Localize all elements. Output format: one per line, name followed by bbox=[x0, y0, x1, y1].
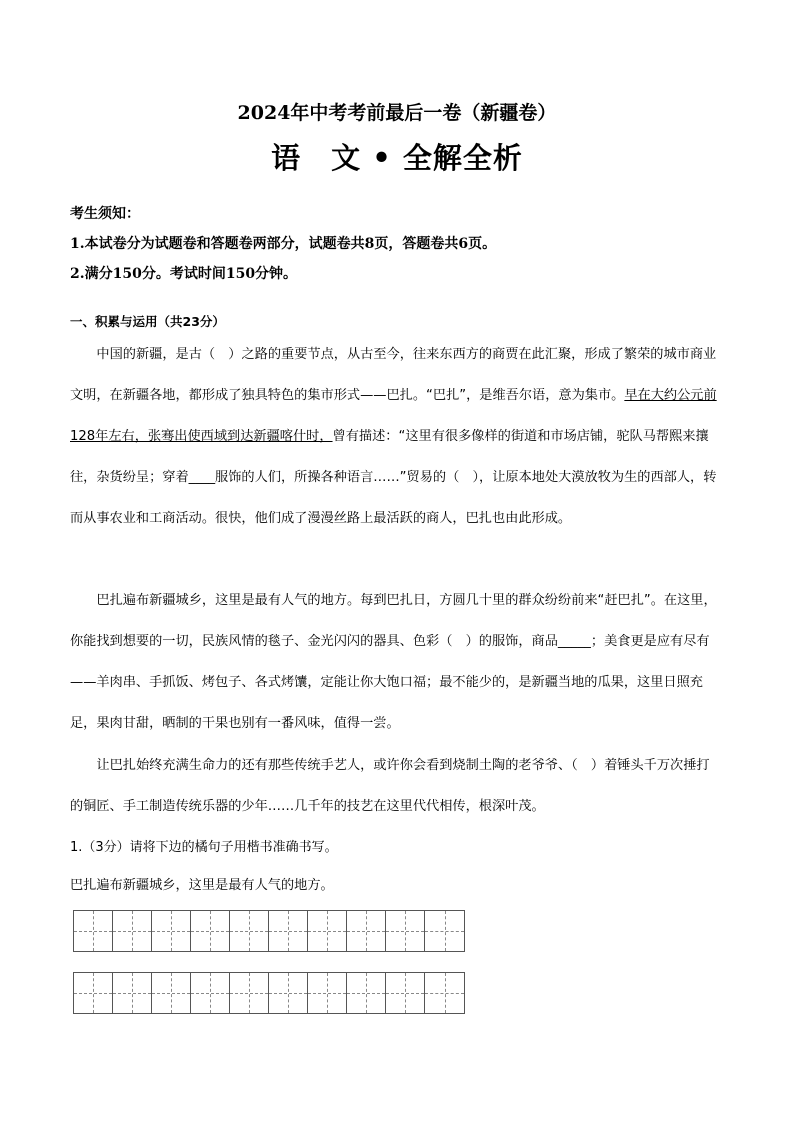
grid-cell[interactable] bbox=[152, 973, 191, 1013]
grid-cell[interactable] bbox=[347, 973, 386, 1013]
grid-cell[interactable] bbox=[191, 973, 230, 1013]
grid-cell[interactable] bbox=[347, 911, 386, 951]
section-heading: 一、积累与运用（共23分） bbox=[70, 314, 225, 329]
notice-item-2: 2.满分150分。考试时间150分钟。 bbox=[70, 266, 298, 282]
notice-item-1: 1.本试卷分为试题卷和答题卷两部分，试题卷共8页，答题卷共6页。 bbox=[70, 236, 497, 252]
grid-cell[interactable] bbox=[386, 911, 425, 951]
passage-paragraph-2: 巴扎遍布新疆城乡，这里是最有人气的地方。每到巴扎日，方圆几十里的群众纷纷前来“赶巴扎”。在这里，你能找到想要的一切，民族风情的毯子、金光闪闪的器具、色彩（ ）的服饰，商品_____；美食更是应有尽有——羊肉串、手抓饭、烤包子、各式烤馕，定能让你大饱口福；最不能少的，是新疆当地的瓜果，这里日照充足，果肉甘甜，晒制的干果也别有一番风味，值得一尝。 bbox=[70, 593, 717, 731]
document-title: 2024年中考考前最后一卷（新疆卷） bbox=[237, 102, 557, 124]
grid-cell[interactable] bbox=[230, 911, 269, 951]
grid-cell[interactable] bbox=[308, 911, 347, 951]
passage-paragraph-3: 让巴扎始终充满生命力的还有那些传统手艺人，或许你会看到烧制土陶的老爷爷、（ ）着锤头千万次捶打的铜匠、手工制造传统乐器的少年……几千年的技艺在这里代代相传，根深叶茂。 bbox=[70, 758, 710, 814]
grid-cell[interactable] bbox=[425, 973, 464, 1013]
paragraph-1-text-a: 中国的新疆，是古（ ）之路的重要节点，从古至今，往来东西方的商贾在此汇聚，形成了繁荣的城市商业文明，在新疆各地，都形成了独具特色的集市形式——巴扎。“巴扎”，是维吾尔语，意为集市。 bbox=[70, 347, 717, 403]
document-subtitle: 语 文 • 全解全析 bbox=[271, 141, 523, 175]
grid-cell[interactable] bbox=[152, 911, 191, 951]
underlined-sentence: 早在大约公元前128年左右，张骞出使西域到达新疆喀什时， bbox=[70, 388, 717, 444]
writing-grid-row-2[interactable] bbox=[73, 972, 465, 1014]
notice-heading: 考生须知： bbox=[70, 206, 140, 222]
grid-cell[interactable] bbox=[386, 973, 425, 1013]
writing-grid-row-1[interactable] bbox=[73, 910, 465, 952]
grid-cell[interactable] bbox=[425, 911, 464, 951]
grid-cell[interactable] bbox=[113, 911, 152, 951]
question-1-prompt: 1.（3分）请将下边的橘句子用楷书准确书写。 bbox=[70, 840, 338, 855]
paragraph-1-text-b: 曾有描述：“这里有很多像样的街道和市场店铺，驼队马帮熙来攘往，杂货纷呈；穿着____服饰的人们，所操各种语言……”贸易的（ ），让原本地处大漠放牧为生的西部人，转而从事农业和工商活动。很快，他们成了漫漫丝路上最活跃的商人，巴扎也由此形成。 bbox=[70, 429, 717, 526]
grid-cell[interactable] bbox=[74, 911, 113, 951]
grid-cell[interactable] bbox=[269, 973, 308, 1013]
grid-cell[interactable] bbox=[74, 973, 113, 1013]
grid-cell[interactable] bbox=[113, 973, 152, 1013]
grid-cell[interactable] bbox=[308, 973, 347, 1013]
grid-cell[interactable] bbox=[269, 911, 308, 951]
question-1-sentence: 巴扎遍布新疆城乡，这里是最有人气的地方。 bbox=[70, 878, 334, 893]
passage-paragraph-1 bbox=[70, 334, 720, 539]
grid-cell[interactable] bbox=[191, 911, 230, 951]
grid-cell[interactable] bbox=[230, 973, 269, 1013]
